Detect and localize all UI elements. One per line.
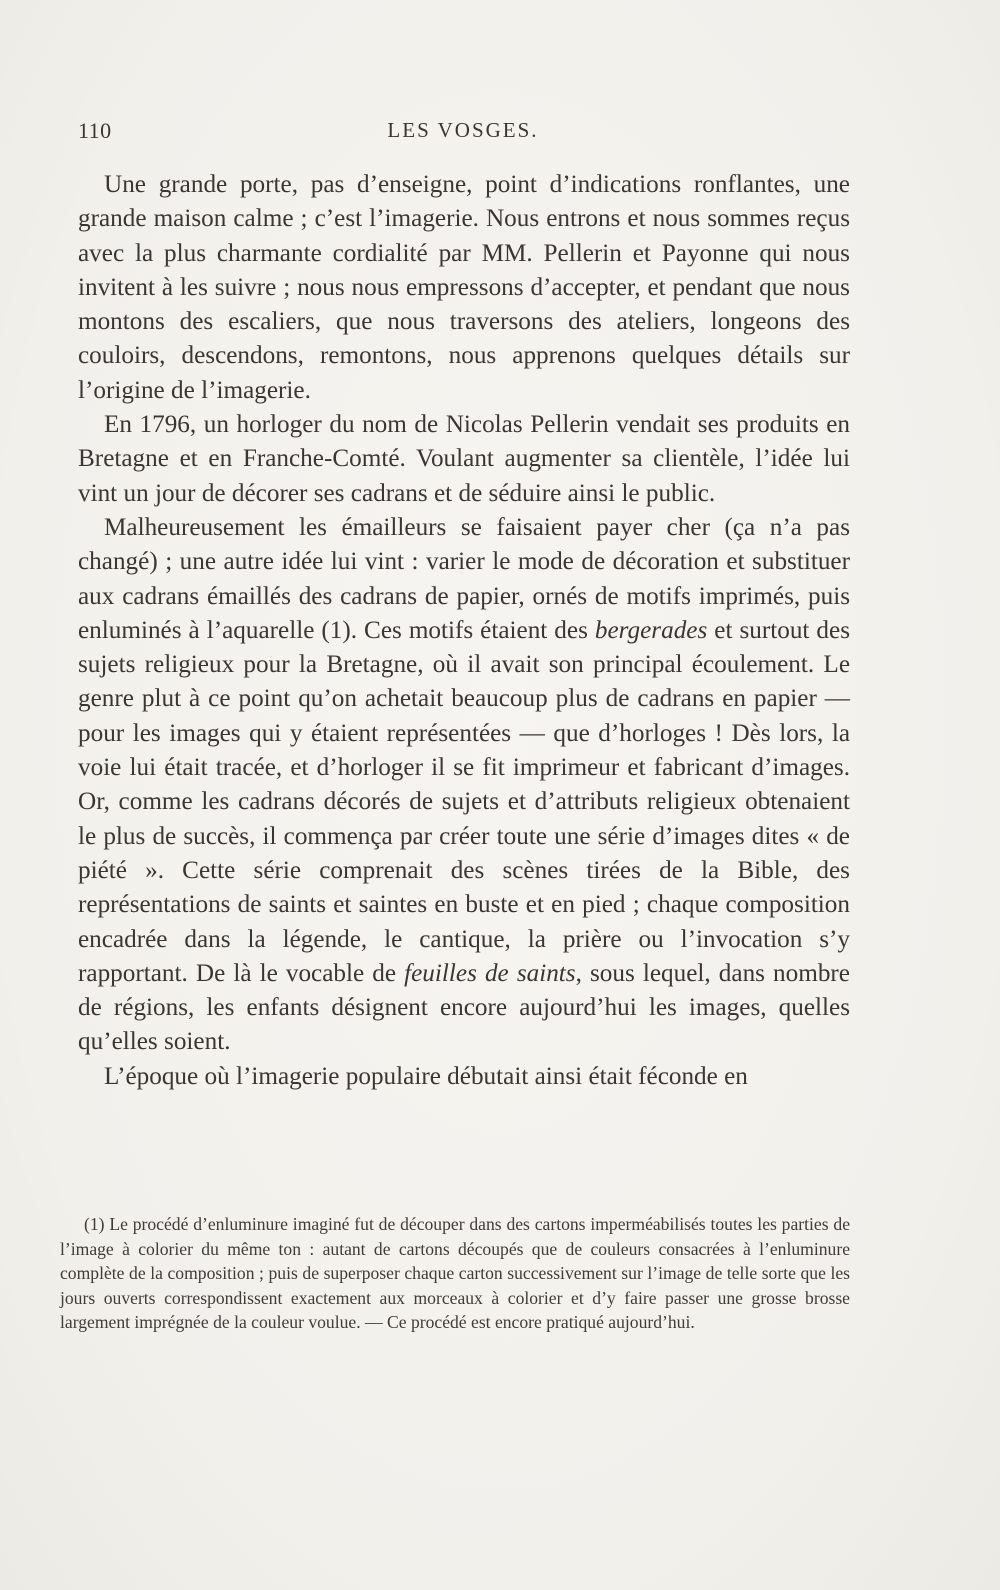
paragraph-text: Malheureusement les émailleurs se faisaient payer cher (ça n’a pas changé) ; une autre idée lui vint : varier le mode de décoration et substituer aux cadrans émaillés des cadrans de papier, ornés de motifs imprimés, puis enluminés à l’aquarelle (1). Ces motifs étaient des xyxy=(78,513,850,644)
paragraph-text: , sous lequel, dans nombre de régions, les enfants désignent encore aujourd’hui les images, quelles qu’elles soient. xyxy=(78,959,850,1056)
running-title: LES VOSGES. xyxy=(387,118,539,142)
footnote-text: (1) Le procédé d’enluminure imaginé fut de découper dans des cartons imperméabilisés toutes les parties de l’image à colorier du même ton : autant de cartons découpés que de couleurs consacrées à l’enluminure complète de la composition ; puis de superposer chaque carton successivement sur l’image de telle sorte que les jours ouverts correspondissent exactement aux morceaux à colorier et d’y faire passer une grosse brosse largement imprégnée de la couleur voulue. — Ce procédé est encore pratiqué aujourd’hui. xyxy=(60,1214,850,1332)
page-header xyxy=(78,118,848,148)
page-number: 110 xyxy=(78,118,112,143)
italic-term: bergerades xyxy=(594,616,708,644)
paragraph-text: et surtout des sujets religieux pour la Bretagne, où il avait son principal écoulement. Le genre plut à ce point qu’on achetait beaucoup plus de cadrans en papier — pour les images qui y étaient représentées — que d’horloges ! Dès lors, la voie lui était tracée, et d’horloger il se fit imprimeur et fabricant d’images. Or, comme les cadrans décorés de sujets et d’attributs religieux obtenaient le plus de succès, il commença par créer toute une série d’images dites « de piété ». Cette série comprenait des scènes tirées de la Bible, des représentations de saints et saintes en buste et en pied ; chaque composition encadrée dans la légende, le cantique, la prière ou l’invocation s’y rapportant. De là le vocable de xyxy=(78,616,850,987)
footnote xyxy=(60,1212,850,1335)
paragraph: L’époque où l’imagerie populaire débutait ainsi était féconde en xyxy=(104,1062,748,1090)
italic-term: feuilles de saints xyxy=(404,959,576,987)
paragraph xyxy=(78,511,850,1060)
body-text xyxy=(78,168,850,1094)
paragraph: En 1796, un horloger du nom de Nicolas Pellerin vendait ses produits en Bretagne et en Franche-Comté. Voulant augmenter sa clientèle, l’idée lui vint un jour de décorer ses cadrans et de séduire ainsi le public. xyxy=(78,411,850,507)
paragraph: Une grande porte, pas d’enseigne, point d’indications ronflantes, une grande maison calme ; c’est l’imagerie. Nous entrons et nous sommes reçus avec la plus charmante cordialité par MM. Pellerin et Payonne qui nous invitent à les suivre ; nous nous empressons d’accepter, et pendant que nous montons des escaliers, que nous traversons des ateliers, longeons des couloirs, descendons, remontons, nous apprenons quelques détails sur l’origine de l’imagerie. xyxy=(78,171,850,404)
